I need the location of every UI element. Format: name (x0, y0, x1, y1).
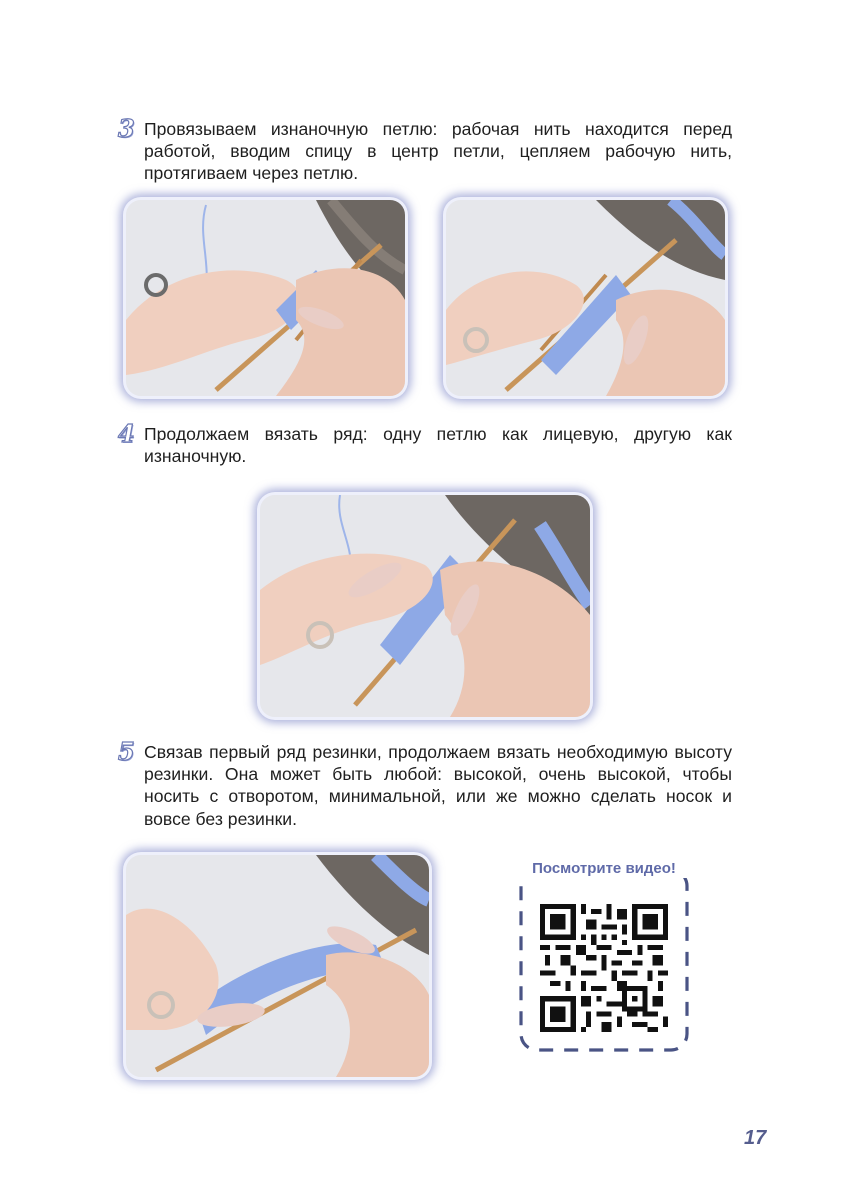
step-5 (118, 737, 732, 830)
photo-rib-height (126, 855, 429, 1077)
step-text: Провязываем изнаночную петлю: рабочая нить находится перед работой, вводим спицу в центр петли, цепляем рабочую нить, протягиваем через петлю. (144, 119, 732, 184)
photo-knitting-row (260, 495, 590, 717)
step-number: 3 (118, 114, 135, 143)
page-number: 17 (744, 1127, 767, 1149)
qr-video-block[interactable] (518, 858, 690, 1052)
qr-code-icon[interactable] (540, 904, 668, 1032)
step-number: 5 (118, 737, 135, 766)
step-text: Связав первый ряд резинки, продолжаем вязать необходимую высоту резинки. Она может быть любой: высокой, очень высокой, чтобы носить с отворотом, минимальной, или же можно сделать носок и вовсе без резинки. (144, 742, 732, 829)
step-3 (118, 114, 732, 185)
step-text: Продолжаем вязать ряд: одну петлю как лицевую, другую как изнаночную. (144, 424, 732, 467)
photo-purl-stitch-2 (446, 200, 725, 396)
photo-purl-stitch-1 (126, 200, 405, 396)
step-number: 4 (118, 419, 135, 448)
qr-title: Посмотрите видео! (518, 860, 690, 878)
step-4 (118, 419, 732, 467)
